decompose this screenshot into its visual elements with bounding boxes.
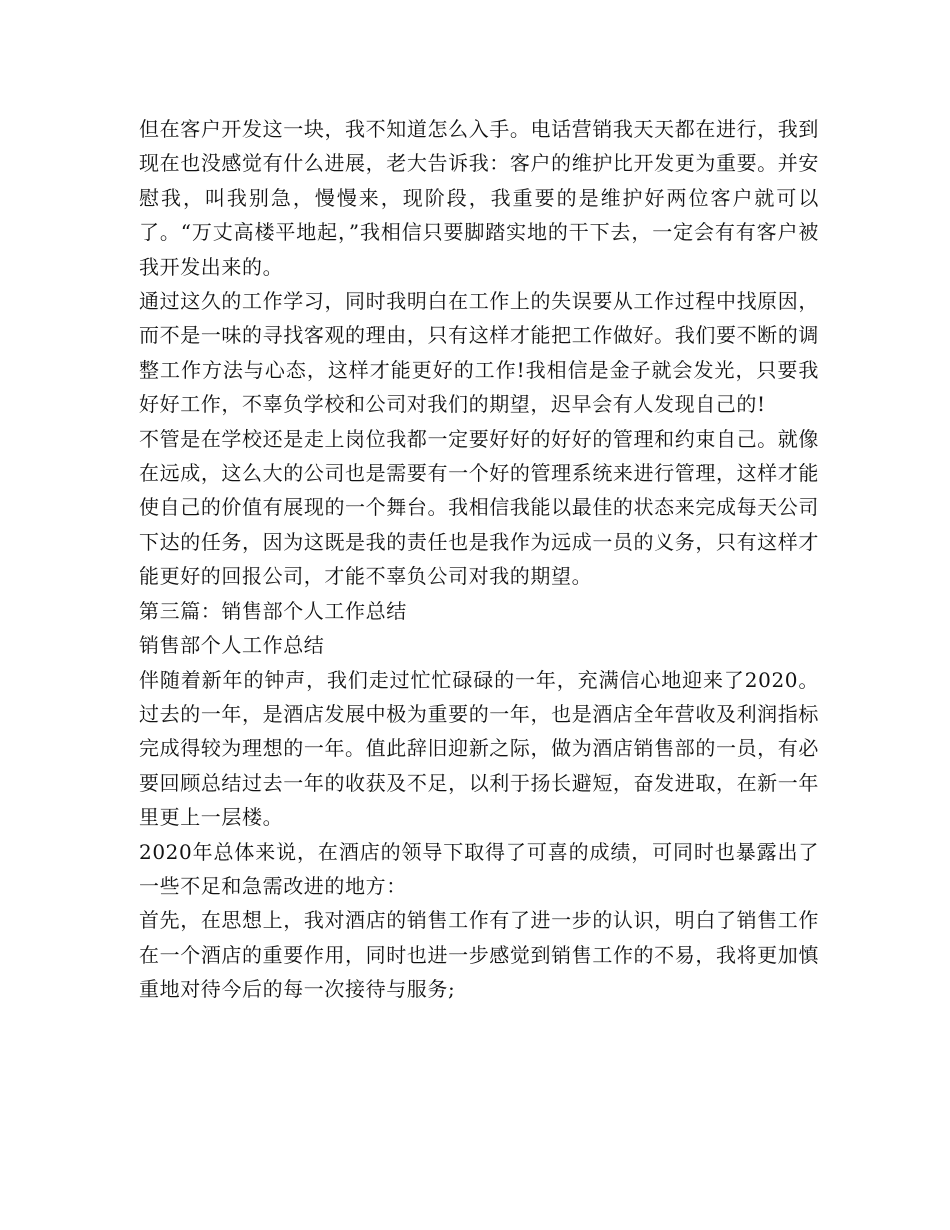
paragraph-self-management: 不管是在学校还是走上岗位我都一定要好好的好好的管理和约束自己。就像在远成，这么大的公司也是需要有一个好的管理系统来进行管理，这样才能使自己的价值有展现的一个舞台。我相信我能以最佳的状态来完成每天公司下达的任务，因为这既是我的责任也是我作为远成一员的义务，只有这样才能更好的回报公司，才能不辜负公司对我的期望。	[139, 426, 819, 589]
paragraph-work-learning: 通过这久的工作学习，同时我明白在工作上的失误要从工作过程中找原因，而不是一味的寻找客观的理由，只有这样才能把工作做好。我们要不断的调整工作方法与心态，这样才能更好的工作!我相信是金子就会发光，只要我好好工作，不辜负学校和公司对我们的期望，迟早会有人发现自己的!	[139, 289, 819, 417]
section-heading: 第三篇：销售部个人工作总结	[139, 598, 407, 623]
paragraph-client-development: 但在客户开发这一块，我不知道怎么入手。电话营销我天天都在进行，我到现在也没感觉有什么进展，老大告诉我：客户的维护比开发更为重要。并安慰我，叫我别急，慢慢来，现阶段，我重要的是维护好两位客户就可以了。“万丈高楼平地起，”我相信只要脚踏实地的干下去，一定会有有客户被我开发出来的。	[139, 117, 819, 279]
paragraph-2020-summary: 2020年总体来说，在酒店的领导下取得了可喜的成绩，可同时也暴露出了一些不足和急需改进的地方：	[139, 839, 819, 898]
section-title: 销售部个人工作总结	[139, 633, 325, 658]
paragraph-first-point: 首先，在思想上，我对酒店的销售工作有了进一步的认识，明白了销售工作在一个酒店的重要作用，同时也进一步感觉到销售工作的不易，我将更加慎重地对待今后的每一次接待与服务;	[139, 908, 819, 1002]
document-body	[139, 112, 819, 1007]
paragraph-new-year: 伴随着新年的钟声，我们走过忙忙碌碌的一年，充满信心地迎来了2020。过去的一年，是酒店发展中极为重要的一年，也是酒店全年营收及利润指标完成得较为理想的一年。值此辞旧迎新之际，做为酒店销售部的一员，有必要回顾总结过去一年的收获及不足，以利于扬长避短，奋发进取，在新一年里更上一层楼。	[139, 667, 819, 830]
